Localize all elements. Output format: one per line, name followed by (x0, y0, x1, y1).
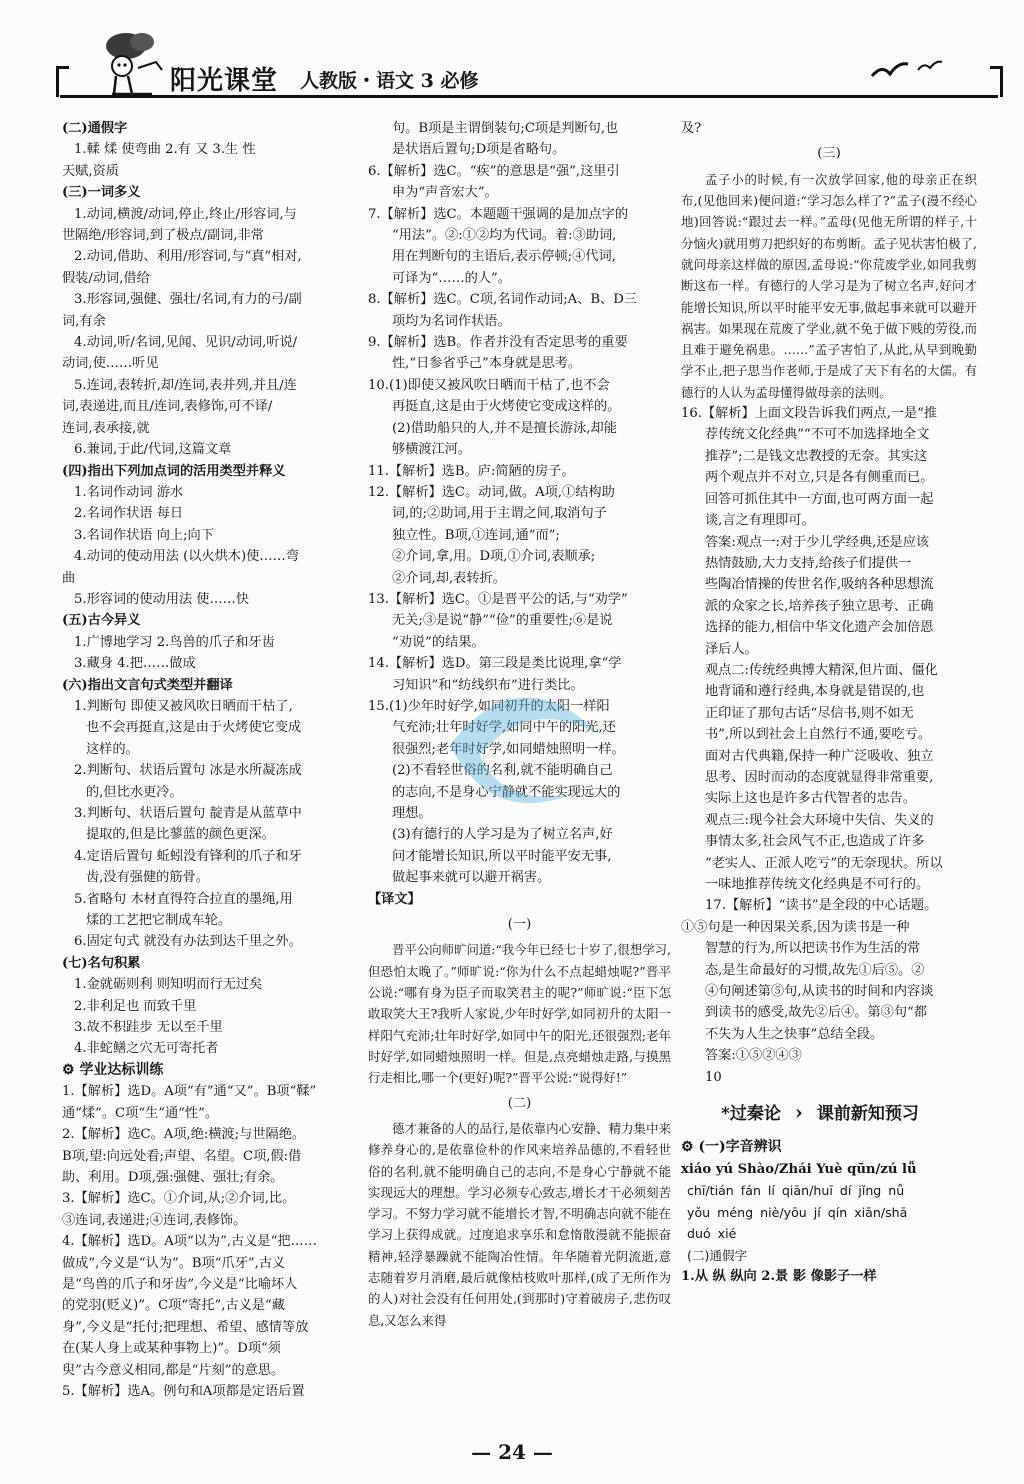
answer-line: 些陶冶情操的传世名作,吸纳各种思想流 (705, 577, 934, 593)
answer-line: 问才能增长知识,所以平时能平安无事, (392, 848, 612, 864)
answer-line: 句。B项是主谓倒装句;C项是判断句,也 (392, 121, 619, 136)
answer-line: 是状语后置句;D项是省略句。 (392, 142, 566, 158)
answer-line: 8.【解析】选C。C项,名词作动词;A、B、D三 (368, 292, 637, 308)
section-heading: (六)指出文言句式类型并翻译 (62, 677, 233, 693)
header-rule (60, 95, 998, 98)
answer-line: 6.兼词,于此/代词,这篇文章 (74, 442, 232, 458)
brand-title: 阳光课堂 (170, 66, 279, 96)
answer-line: 答案:观点一:对于少儿学经典,还是应该 (705, 534, 930, 550)
answer-line: 4.动词,听/名词,见闻、见识/动词,听说/ (74, 335, 298, 351)
translation-paragraph: 德才兼备的人的品行,是依靠内心安静、精力集中来修养身心的,是依靠俭朴的作风来培养品德的,不看轻世俗的名利,就不能明确自己的志向,不是身心宁静就不能实现远大的理想。学习必须专心致志,增长才干必须刻苦学习。不努力学习就不能增长才智,不明确志向就不能在学习上获得成就。过度追求享乐和怠惰散漫就不能振奋精神,轻浮暴躁就不能陶冶性情。年华随着光阴流逝,意志随着岁月消磨,最后就像枯枝败叶那样,(成了无所作为的人)对社会没有任何用处,(到那时)守着破房子,悲伤叹息,又怎么来得 (368, 1120, 671, 1328)
answer-line: 3.【解析】选C。①介词,从;②介词,比。 (62, 1191, 296, 1207)
answer-line: 7.【解析】选C。本题题干强调的是加点字的 (368, 206, 629, 222)
answer-line: 16.【解析】上面文段告诉我们两点,一是“推 (681, 406, 938, 422)
answer-line: 不失为人生之快事”总结全段。 (705, 1026, 884, 1042)
answer-line: 2.非利足也 而致千里 (74, 998, 197, 1014)
part-heading: (三) (817, 146, 841, 162)
answer-line: 做起事来就可以避开祸害。 (392, 870, 551, 886)
section-heading: (二)通假字 (62, 121, 128, 136)
answer-line: 4.定语后置句 蚯蚓没有锋利的爪子和牙 (74, 848, 302, 864)
answer-line: 一味地推荐传统文化经典是不可行的。 (705, 877, 930, 893)
answer-line: 及? (681, 121, 702, 136)
pinyin-line: yǒu méng niè/yōu jí qín xiān/shā (687, 1204, 908, 1220)
gear-icon: ⚙ (681, 1139, 694, 1156)
answer-line: ②介词,拿,用。D项,①介词,表顺承; (392, 549, 596, 565)
answer-line: 4.动词的使动用法 (以火烘木)使……弯 (74, 549, 299, 565)
page-header (0, 0, 1024, 108)
answer-line: “劝说”的结果。 (392, 634, 485, 650)
answer-line: 11.【解析】选B。庐:简陋的房子。 (368, 463, 575, 479)
answer-line: 书”,所以到社会上自然行不通,要吃亏。 (705, 727, 932, 743)
answer-line: 6.【解析】选C。“疾”的意思是“强”,这里引 (368, 163, 620, 179)
answer-line: 5.【解析】选A。例句和A项都是定语后置 (62, 1383, 305, 1399)
answer-line: 1.名词作动词 游水 (74, 484, 184, 500)
answer-line: 3.形容词,强健、强壮/名词,有力的弓/副 (74, 292, 302, 308)
answer-line: 助、利用。D项,强:强健、强壮;有余。 (62, 1169, 284, 1185)
answer-line: 态,是生命最好的习惯,故先①后⑤。② (705, 962, 925, 978)
answer-line: 这样的。 (86, 741, 139, 757)
answer-line: 可译为“……的人”。 (392, 270, 511, 286)
translation-heading: 【译文】 (368, 891, 421, 907)
answer-line: 齿,没有强健的筋骨。 (86, 870, 209, 886)
answer-line: 实际上这也是许多古代智者的忠告。 (705, 791, 916, 807)
answer-line: 的党羽(贬义)”。C项“寄托”,古义是“藏 (62, 1298, 285, 1314)
answer-line: 的,但比水更冷。 (86, 784, 183, 800)
page-number: — 24 — (471, 1440, 553, 1464)
answer-line: 独立性。B项,①连词,通“而”; (392, 527, 560, 543)
answer-line: 1.【解析】选D。A项“有”通“又”。B项“鞣” (62, 1084, 317, 1100)
answer-line: 通“煣”。C项“生”通“性”。 (62, 1105, 219, 1121)
answer-line: 是“鸟兽的爪子和牙齿”,今义是“比喻坏人 (62, 1276, 298, 1292)
book-subtitle: 人教版・语文 3 必修 (300, 70, 479, 92)
answer-line: 10 (705, 1069, 722, 1085)
answer-line: 连词,表承接,就 (62, 420, 150, 436)
answer-line: 词,表递进,而且/连词,表修饰,可不译/ (62, 399, 273, 415)
answer-line: 14.【解析】选D。第三段是类比说理,拿“学 (368, 656, 622, 672)
column-middle (368, 118, 671, 1331)
answer-line: 两个观点并不对立,只是各有侧重而已。 (705, 470, 934, 486)
answer-line: 做成”,今义是“认为”。B项“爪牙”,古义 (62, 1255, 286, 1271)
section-heading: (五)古今异义 (62, 613, 141, 629)
answer-line: 4.非蛇鳝之穴无可寄托者 (74, 1041, 219, 1057)
answer-line: (2)不看轻世俗的名利,就不能明确自己 (392, 763, 613, 779)
part-heading: (一) (507, 917, 532, 933)
answer-line: “老实人、正派人吃亏”的无奈现状。所以 (705, 855, 943, 871)
answer-line: 1.动词,横渡/动词,停止,终止/形容词,与 (74, 206, 297, 222)
mascot-logo-icon (92, 28, 172, 98)
birds-icon (868, 50, 958, 90)
answer-line: (2)借助船只的人,并不是擅长游泳,却能 (392, 420, 617, 436)
column-left (62, 118, 358, 1402)
answer-line: 泽后人。 (705, 641, 758, 657)
lesson-title (681, 1102, 977, 1125)
answer-line: 项均为名词作状语。 (392, 313, 511, 329)
answer-line: 用在判断句的主语后,表示停顿;④代词, (392, 249, 616, 265)
pinyin-line: (二)通假字 (687, 1247, 748, 1263)
section-heading: (四)指出下列加点词的活用类型并释义 (62, 463, 286, 479)
answer-line: 1.輮 煣 使弯曲 2.有 又 3.生 性 (74, 142, 256, 158)
answer-line: 选择的能力,相信中华文化遗产会加倍恩 (705, 620, 934, 636)
answer-line: 假装/动词,借给 (62, 270, 150, 286)
answer-line: ③连词,表递进;④连词,表修饰。 (62, 1212, 247, 1228)
answer-line: ①⑤句是一种因果关系,因为读书是一种 (681, 919, 910, 935)
answer-line: 2.【解析】选C。A项,绝:横渡;与世隔绝。 (62, 1127, 306, 1143)
header-rule-cap-left (56, 66, 69, 97)
answer-line: 天赋,资质 (62, 163, 119, 179)
answer-line: ④句阐述第⑤句,从读书的时间和内容谈 (705, 984, 934, 1000)
answer-line: 词,的;②助词,用于主谓之间,取消句子 (392, 506, 607, 522)
answer-line: 2.名词作状语 每日 (74, 506, 184, 522)
answer-line: 正印证了那句古话“尽信书,则不如无 (705, 705, 914, 721)
translation-paragraph: 晋平公向师旷问道:“我今年已经七十岁了,很想学习,但恐怕太晚了。”师旷说:“你为什么不点起蜡烛呢?”晋平公说:“哪有身为臣子而取笑君主的呢?”师旷说:“臣下怎敢取笑大王?我听人家说,少年时好学,如同初升的太阳一样阳气充沛;壮年时好学,如同中午的阳光,还很强烈;老年时好学,如同蜡烛照明一样。但是,点亮蜡烛走路,与摸黑行走相比,哪一个(更好)呢?”晋平公说:“说得好!” (368, 942, 671, 1086)
answer-line: 性,“日参省乎己”本身就是思考。 (392, 356, 582, 372)
answer-line: 5.连词,表转折,却/连词,表并列,并且/连 (74, 377, 297, 393)
answer-line: 够横渡江河。 (392, 442, 472, 458)
answer-line: 曲 (62, 570, 76, 586)
answer-line: (3)有德行的人学习是为了树立名声,好 (392, 827, 613, 843)
gear-icon: ⚙ (62, 1061, 75, 1078)
header-rule-cap-right (990, 66, 1003, 97)
answer-line: 面对古代典籍,保持一种广泛吸收、独立 (705, 748, 934, 764)
answer-line: 3.故不积跬步 无以至千里 (74, 1020, 223, 1036)
answer-line: 荐传统文化经典”“不可不加选择地全文 (705, 427, 930, 443)
section-heading: (三)一词多义 (62, 185, 141, 201)
answer-line: 3.名词作状语 向上;向下 (74, 527, 214, 543)
answer-line: 思考、因时而动的态度就显得非常重要, (705, 769, 934, 785)
answer-line: ②介词,却,表转折。 (392, 570, 506, 586)
answer-line: 理想。 (392, 806, 432, 821)
section-heading: 1.从 纵 纵向 2.景 影 像影子一样 (681, 1268, 877, 1284)
answer-line: 动词,使……听见 (62, 356, 159, 372)
answer-line: 身”,今义是“托付;把理想、希望、感情等放 (62, 1319, 309, 1335)
answer-line: 也不会再挺直,这是由于火烤使它变成 (86, 720, 302, 736)
answer-line: 2.判断句、状语后置句 冰是水所凝冻成 (74, 763, 302, 779)
answer-line: 热情鼓励,大力支持,给孩子们提供一 (705, 555, 912, 571)
answer-line: 派的众家之长,培养孩子独立思考、正确 (705, 598, 934, 614)
answer-line: 词,有余 (62, 313, 106, 329)
lesson-number: *过秦论 (721, 1104, 781, 1125)
answer-line: 智慧的行为,所以把读书作为生活的常 (705, 941, 921, 957)
answer-line: 9.【解析】选B。作者并没有否定思考的重要 (368, 335, 628, 351)
answer-line: 5.形容词的使动用法 使……快 (74, 591, 250, 607)
answer-line: 1.判断句 即使又被风吹日晒而干枯了, (74, 698, 293, 714)
answer-line: 5.省略句 木材直得符合拉直的墨绳,用 (74, 891, 293, 907)
chevron-right-icon: › (794, 1100, 803, 1125)
answer-line: 10.(1)即使又被风吹日晒而干枯了,也不会 (368, 377, 610, 393)
answer-line: 再挺直,这是由于火烤使它变成这样的。 (392, 399, 621, 415)
answer-line: 1.金就砺则利 则知明而行无过矣 (74, 977, 263, 993)
answer-line: 2.动词,借助、利用/形容词,与“真”相对, (74, 249, 302, 265)
answer-line: 事情太多,社会风气不正,也造成了许多 (705, 834, 925, 850)
answer-line: 回答可抓住其中一方面,也可两方面一起 (705, 491, 934, 507)
answer-line: 的志向,不是身心宁静就不能实现远大的 (392, 784, 621, 800)
answer-line: 推荐”;二是钱文忠教授的无奈。其实这 (705, 448, 928, 464)
translation-paragraph: 孟子小的时候,有一次放学回家,他的母亲正在织布,(见他回来)便问道:“学习怎么样了?”孟子(漫不经心地)回答说:“跟过去一样。”孟母(见他无所谓的样子,十分恼火)就用剪刀把织好的布剪断。孟子见状害怕极了,就问母亲这样做的原因,孟母说:“你荒废学业,如同我剪断这布一样。有德行的人学习是为了树立名声,好问才能增长知识,所以平时能平安无事,做起事来就可以避开祸害。如果现在荒废了学业,就不免于做下贱的劳役,而且难于避免祸患。……”孟子害怕了,从此,从早到晚勤学不止,把子思当作老师,于是成了天下有名的大儒。有德行的人认为孟母懂得做母亲的法则。 (681, 171, 977, 400)
answer-line: 17.【解析】“读书”是全段的中心话题。 (705, 898, 938, 914)
answer-line: 1.广博地学习 2.鸟兽的爪子和牙齿 (74, 634, 275, 650)
answer-line: 3.藏身 4.把……做成 (74, 656, 196, 672)
part-heading: (二) (507, 1095, 532, 1111)
answer-line: 很强烈;老年时好学,如同蜡烛照明一样。 (392, 741, 625, 757)
answer-line: 13.【解析】选C。①是晋平公的话,与“劝学” (368, 591, 628, 607)
answer-line: 煣的工艺把它制成车轮。 (86, 913, 232, 929)
answer-line: 15.(1)少年时好学,如同初升的太阳一样阳 (368, 698, 610, 714)
answer-line: 观点三:现今社会大环境中失信、失义的 (705, 812, 934, 828)
pinyin-line: duó xié (687, 1226, 737, 1242)
practice-section-title: ⚙ 学业达标训练 (62, 1061, 164, 1078)
lesson-name: 课前新知预习 (816, 1104, 919, 1125)
answer-line: 地背诵和遵行经典,本身就是错误的,也 (705, 684, 925, 700)
answer-line: 6.固定句式 就没有办法到达千里之外。 (74, 934, 302, 950)
answer-line: 习知识”和“纺线织布”进行类比。 (392, 677, 584, 693)
answer-line: 世隔绝/形容词,到了极点/副词,非常 (62, 228, 264, 244)
answer-line: 在(某人身上或某种事物上)”。D项“须 (62, 1341, 281, 1357)
section-heading: (七)名句积累 (62, 955, 141, 971)
answer-line: 无关;③是说“静”“俭”的重要性;⑥是说 (392, 613, 613, 629)
answer-line: 观点二:传统经典博大精深,但片面、僵化 (705, 662, 938, 678)
preview-section-title: ⚙ (一)字音辨识 (681, 1139, 782, 1156)
answer-line: B项,望:向远处看;声望、名望。C项,假:借 (62, 1148, 302, 1164)
answer-line: 谈,言之有理即可。 (705, 513, 815, 529)
answer-line: “用法”。②:①②均为代词。着:③助词, (392, 228, 617, 244)
answer-line: 提取的,但是比蓼蓝的颜色更深。 (86, 827, 275, 843)
answer-line: 4.【解析】选D。A项“以为”,古义是“把…… (62, 1234, 317, 1250)
answer-line: 12.【解析】选C。动词,做。A项,①结构助 (368, 484, 615, 500)
answer-line: 3.判断句、状语后置句 靛青是从蓝草中 (74, 806, 302, 821)
answer-line: 申为“声音宏大”。 (392, 185, 498, 201)
section-heading: xiáo yú Shào/Zhái Yuè qūn/zú lǚ (681, 1161, 917, 1177)
answer-line: 臾”古今意义相同,都是“片刻”的意思。 (62, 1362, 285, 1378)
pinyin-line: chī/tián fán lí qiān/huī dí jǐng nǚ (687, 1183, 905, 1199)
answer-line: 到读书的感受,故先②后④。第③句“都 (705, 1005, 927, 1021)
answer-line: 气充沛;壮年时好学,如同中午的阳光,还 (392, 720, 616, 736)
column-right (681, 118, 977, 1287)
answer-line: 答案:①⑤②④③ (705, 1048, 802, 1064)
